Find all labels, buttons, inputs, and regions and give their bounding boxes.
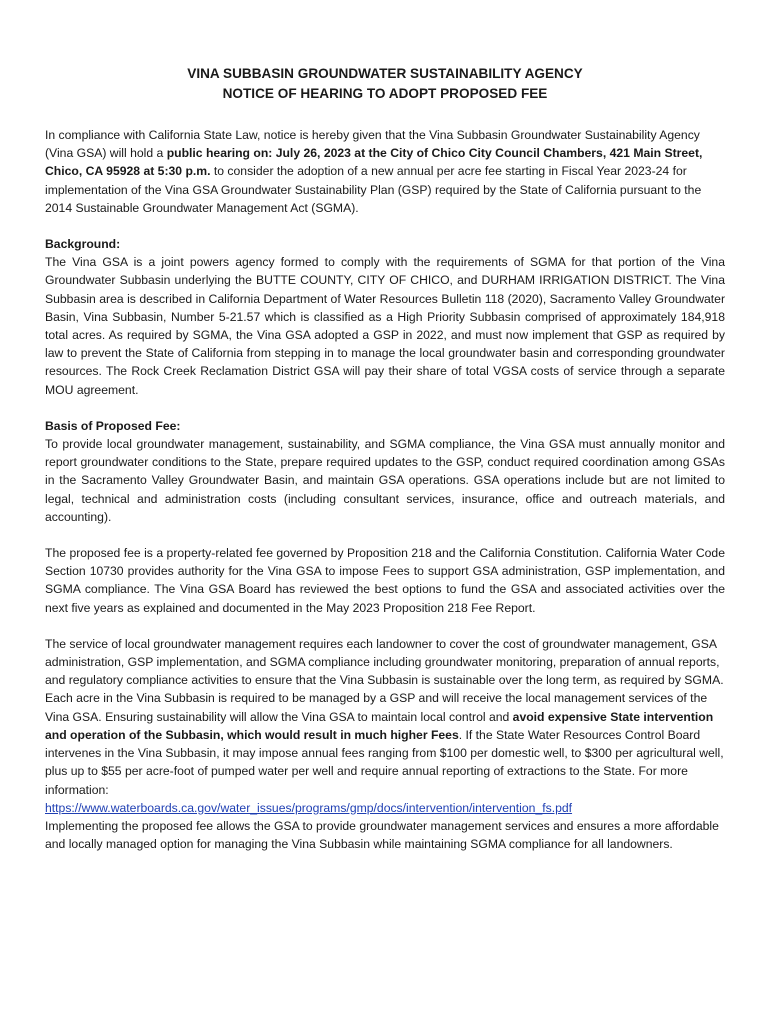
title-block [45, 64, 725, 104]
intro-text-continued: to consider the adoption of a new annual per acre fee starting in Fiscal Year 2023-24 for implementation of the Vina GSA Groundwater Sustainability Plan (GSP) required by the State of California pursuant to the 2014 Sustainable Groundwater Management Act (SGMA). [45, 164, 702, 215]
intro-text: In compliance with California State Law, notice is hereby given that the Vina Subbasin Groundwater Sustainability Agency (Vina GSA) will hold a [45, 128, 700, 161]
intervention-link[interactable]: https://www.waterboards.ca.gov/water_issues/programs/gmp/docs/intervention/intervention_fs.pdf [45, 800, 573, 815]
intro-paragraph [45, 126, 725, 217]
service-text-continued: . If the State Water Resources Control Board intervenes in the Vina Subbasin, it may impose annual fees ranging from $100 per domestic well, to $300 per agricultural well, plus up to $55 per acre-foot of pumped water per well and require annual reporting of extractions to the State. For more information: [45, 727, 724, 797]
service-conclusion: Implementing the proposed fee allows the GSA to provide groundwater management services and ensures a more affordable and locally managed option for managing the Vina Subbasin while maintaining SGMA compliance for all landowners. [45, 818, 719, 852]
background-text: The Vina GSA is a joint powers agency formed to comply with the requirements of SGMA for that portion of the Vina Groundwater Subbasin underlying the BUTTE COUNTY, CITY OF CHICO, and DURHAM IRRIGATION DISTRICT. The Vina Subbasin area is described in California Department of Water Resources Bulletin 118 (2020), Sacramento Valley Groundwater Basin, Vina Subbasin, Number 5-21.57 which is classified as a High Priority Subbasin comprised of approximately 184,918 total acres. As required by SGMA, the Vina GSA adopted a GSP in 2022, and must now implement that GSP as required by law to prevent the State of California from stepping in to manage the local groundwater basin and corresponding groundwater resources. The Rock Creek Reclamation District GSA will pay their share of total VGSA costs of service through a separate MOU agreement. [45, 255, 725, 397]
background-section [45, 235, 725, 399]
proposition-paragraph: The proposed fee is a property-related fee governed by Proposition 218 and the California Constitution. California Water Code Section 10730 provides authority for the Vina GSA to impose Fees to support GSA administration, GSP implementation, and SGMA compliance. The Vina GSA Board has reviewed the best options to fund the GSA and associated activities over the next five years as explained and documented in the May 2023 Proposition 218 Fee Report. [45, 546, 725, 615]
service-text: The service of local groundwater management requires each landowner to cover the cost of groundwater management, GSA administration, GSP implementation, and SGMA compliance including groundwater monitoring, preparation of annual reports, and regulatory compliance activities to ensure that the Vina Subbasin is sustainable over the long term, as required by SGMA. Each acre in the Vina Subbasin is required to be managed by a GSP and will receive the local management services of the Vina GSA. Ensuring sustainability will allow the Vina GSA to maintain local control and [45, 636, 724, 724]
agency-title: VINA SUBBASIN GROUNDWATER SUSTAINABILITY AGENCY [187, 66, 583, 81]
notice-title: NOTICE OF HEARING TO ADOPT PROPOSED FEE [222, 86, 548, 101]
background-heading: Background: [45, 237, 121, 252]
hearing-details: public hearing on: July 26, 2023 at the City of Chico City Council Chambers, 421 Main Street, Chico, CA 95928 at 5:30 p.m. [45, 146, 703, 179]
basis-section [45, 417, 725, 526]
intervention-warning: avoid expensive State intervention and operation of the Subbasin, which would result in much higher Fees [45, 709, 714, 742]
basis-text: To provide local groundwater management, sustainability, and SGMA compliance, the Vina GSA must annually monitor and report groundwater conditions to the State, prepare required updates to the GSP, conduct required coordination among GSAs in the Sacramento Valley Groundwater Basin, and maintain GSA operations. GSA operations include but are not limited to legal, technical and administration costs (including consultant services, insurance, office and outreach materials, and accounting). [45, 437, 725, 524]
service-paragraph [45, 635, 725, 853]
basis-heading: Basis of Proposed Fee: [45, 418, 181, 433]
